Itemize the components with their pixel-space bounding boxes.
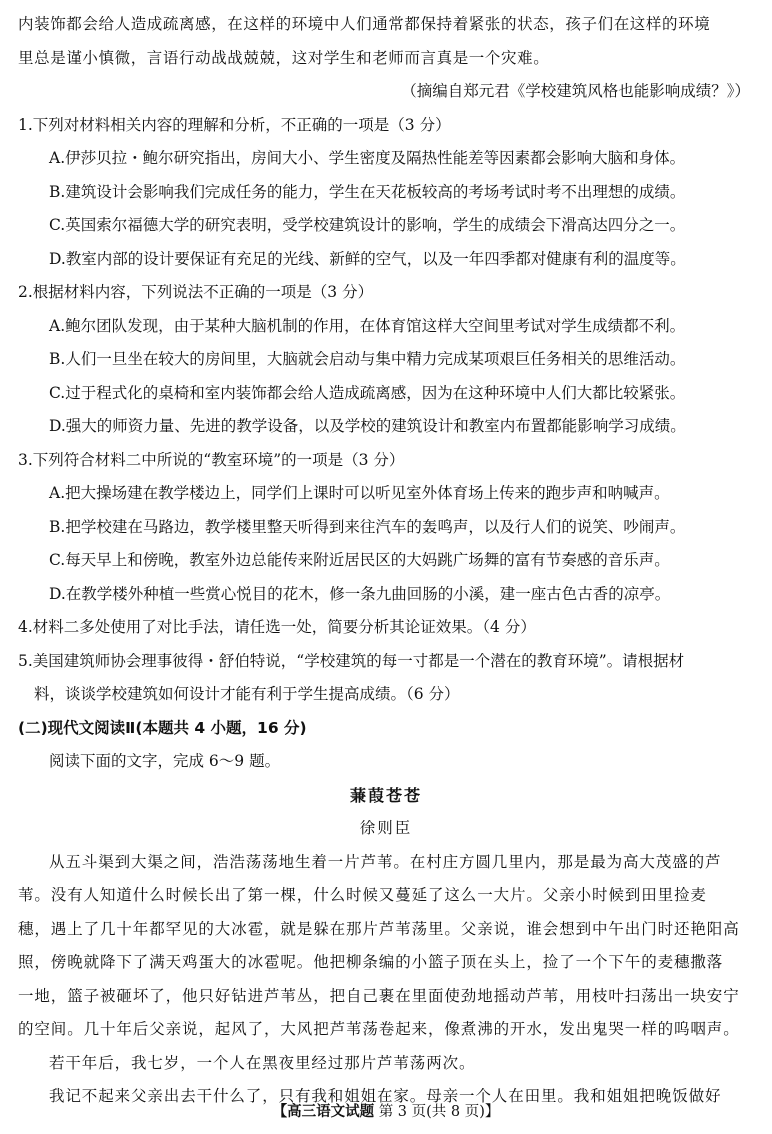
article-line: 苇。没有人知道什么时候长出了第一棵，什么时候又蔓延了这么一大片。父亲小时候到田里捡麦 (18, 886, 707, 904)
option-b: B.人们一旦坐在较大的房间里，大脑就会启动与集中精力完成某项艰巨任务相关的思维活动。 (49, 350, 686, 368)
question-5-continued: 料，谈谈学校建筑如何设计才能有利于学生提高成绩。（6 分） (34, 685, 460, 703)
article-line: 照，傍晚就降下了满天鸡蛋大的冰雹呢。他把柳条编的小篮子顶在头上，捡了一个下午的麦穗撒落 (18, 953, 724, 971)
option-c: C.过于程式化的桌椅和室内装饰都会给人造成疏离感，因为在这种环境中人们大都比较紧张。 (49, 383, 686, 402)
article-line: 的空间。几十年后父亲说，起风了，大风把芦苇荡卷起来，像煮沸的开水，发出鬼哭一样的呜咽声。 (18, 1020, 740, 1038)
option-a: A.把大操场建在教学楼边上，同学们上课时可以听见室外体育场上传来的跑步声和呐喊声。 (49, 484, 670, 502)
intro-line: 内装饰都会给人造成疏离感，在这样的环境中人们通常都保持着紧张的状态，孩子们在这样的环境 (18, 15, 711, 33)
article-line: 从五斗渠到大渠之间，浩浩荡荡地生着一片芦苇。在村庄方圆几里内，那是最为高大茂盛的芦 (49, 852, 722, 871)
article-line: 一地，篮子被砸坏了，他只好钻进芦苇丛，把自己裹在里面使劲地摇动芦苇，用枝叶扫荡出一块安宁 (18, 986, 740, 1005)
question-1 (18, 109, 754, 277)
question-stem: 1.下列对材料相关内容的理解和分析，不正确的一项是（3 分） (18, 115, 451, 134)
article-author: 徐则臣 (359, 819, 413, 837)
question-3 (18, 444, 754, 612)
article-line: 穗，遇上了几十年都罕见的大冰雹，就是躲在那片芦苇荡里。父亲说，谁会想到中午出门时还艳阳高 (18, 919, 740, 938)
article-title: 蒹葭苍苍 (349, 785, 422, 805)
option-b: B.建筑设计会影响我们完成任务的能力，学生在天花板较高的考场考试时考不出理想的成绩。 (49, 182, 686, 201)
question-5: 5.美国建筑师协会理事彼得・舒伯特说，“学校建筑的每一寸都是一个潜在的教育环境”。请根据材 (18, 651, 685, 670)
article-paragraph: 若干年后，我七岁，一个人在黑夜里经过那片芦苇荡两次。 (49, 1053, 476, 1072)
reading-instruction: 阅读下面的文字，完成 6～9 题。 (49, 752, 281, 770)
intro-line: 里总是谨小慎微，言语行动战战兢兢，这对学生和老师而言真是一个灾难。 (18, 48, 550, 67)
question-stem: 3.下列符合材料二中所说的“教室环境”的一项是（3 分） (18, 450, 405, 469)
question-stem: 2.根据材料内容，下列说法不正确的一项是（3 分） (18, 283, 374, 301)
page-footer (0, 1100, 772, 1121)
option-c: C.每天早上和傍晚，教室外边总能传来附近居民区的大妈跳广场舞的富有节奏感的音乐声。 (49, 551, 670, 569)
question-2 (18, 276, 754, 444)
article-body (18, 846, 754, 1114)
question-4: 4.材料二多处使用了对比手法，请任选一处，简要分析其论证效果。（4 分） (18, 618, 536, 636)
option-b: B.把学校建在马路边，教学楼里整天听得到来往汽车的轰鸣声，以及行人们的说笑、吵闹声。 (49, 517, 686, 536)
option-d: D.教室内部的设计要保证有充足的光线、新鲜的空气，以及一年四季都对健康有利的温度等。 (49, 249, 686, 268)
section-heading: (二)现代文阅读Ⅱ(本题共 4 小题，16 分) (18, 718, 307, 737)
option-d: D.强大的师资力量、先进的教学设备，以及学校的建筑设计和教室内布置都能影响学习成绩。 (49, 417, 686, 435)
article-paragraph: 我记不起来父亲出去干什么了，只有我和姐姐在家。母亲一个人在田里。我和姐姐把晚饭做好 (49, 1087, 722, 1105)
option-d: D.在教学楼外种植一些赏心悦目的花木，修一条九曲回肠的小溪，建一座古色古香的凉亭。 (49, 584, 671, 603)
option-c: C.英国索尔福德大学的研究表明，受学校建筑设计的影响，学生的成绩会下滑高达四分之一。 (49, 216, 686, 234)
footer-exam-tag: 【高三语文试题 (272, 1104, 375, 1120)
footer-page-number: 第 3 页(共 8 页)】 (378, 1104, 500, 1120)
option-a: A.伊莎贝拉・鲍尔研究指出，房间大小、学生密度及隔热性能差等因素都会影响大脑和身体。 (49, 149, 686, 167)
source-citation: （摘编自郑元君《学校建筑风格也能影响成绩？》） (401, 82, 750, 100)
option-a: A.鲍尔团队发现，由于某种大脑机制的作用，在体育馆这样大空间里考试对学生成绩都不利。 (49, 316, 686, 335)
